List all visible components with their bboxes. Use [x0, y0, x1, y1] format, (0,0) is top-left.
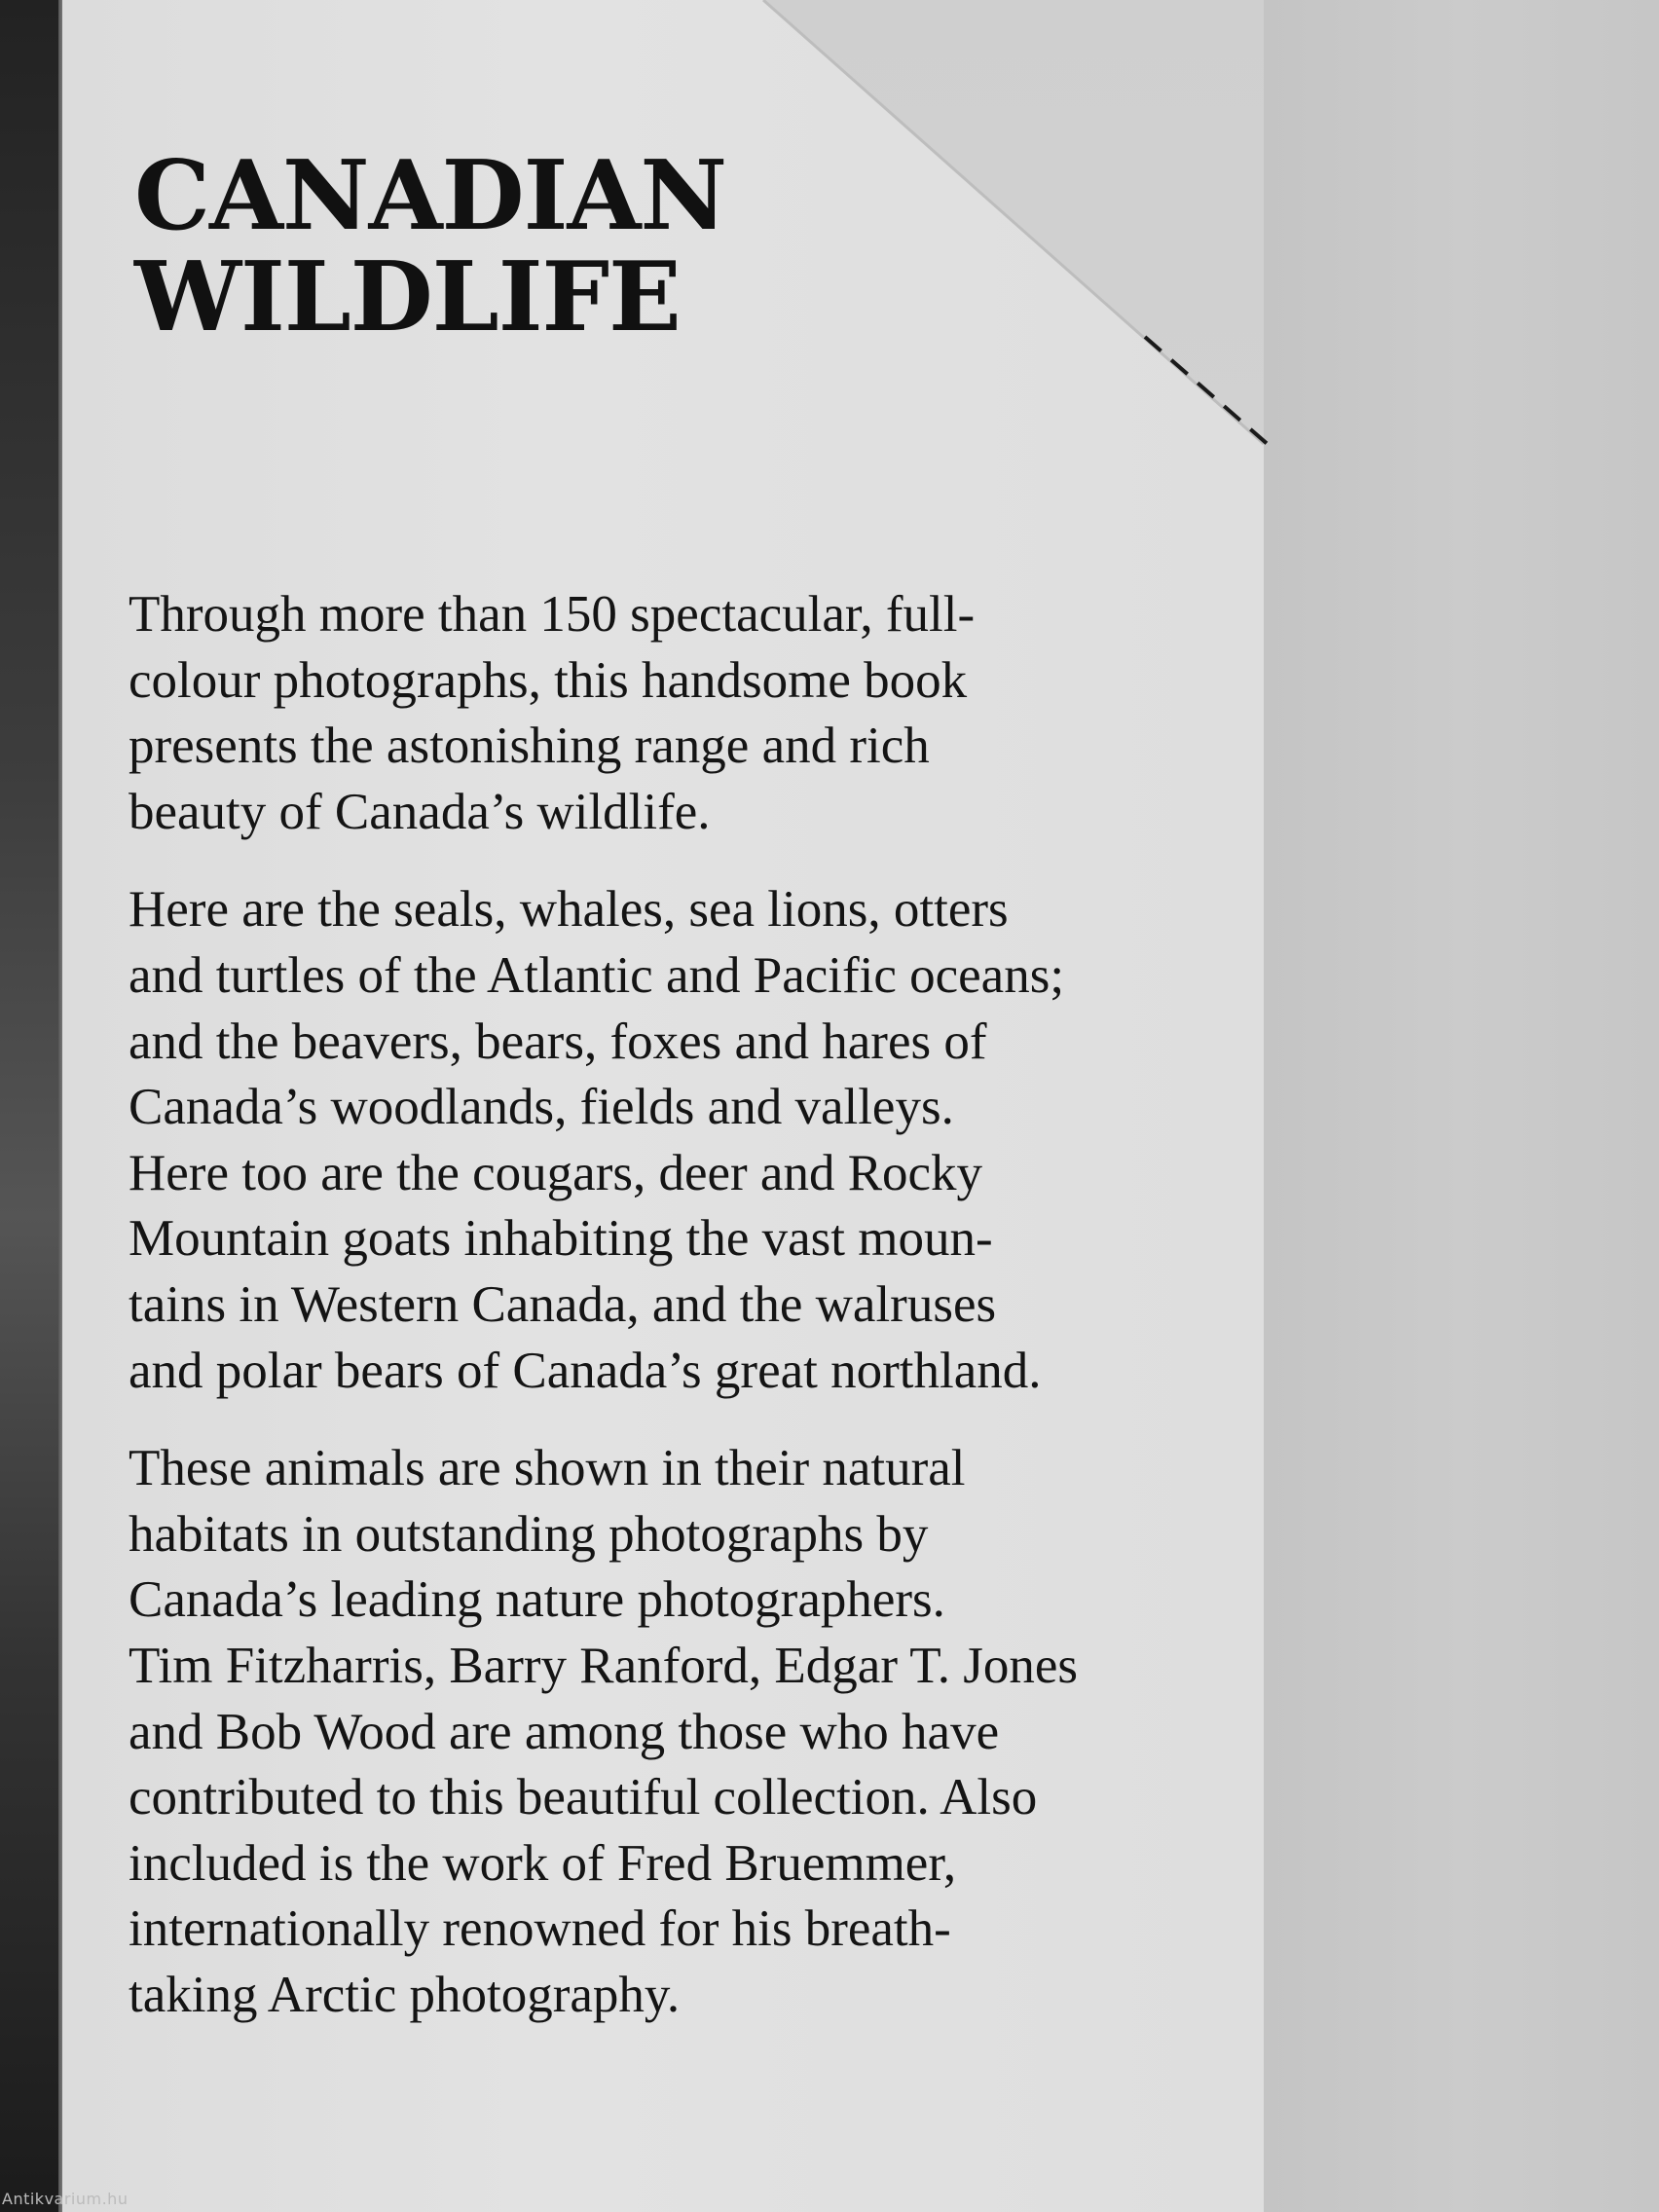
book-title [134, 140, 727, 353]
text-line: Here are the seals, whales, sea lions, otters [129, 881, 1009, 939]
text-line: These animals are shown in their natural [129, 1440, 966, 1497]
text-line: contributed to this beautiful collection. Also [129, 1769, 1038, 1826]
watermark-text: Antikvarium.hu [2, 2190, 129, 2208]
paragraph-1 [129, 582, 1238, 845]
text-line: Canada’s woodlands, fields and valleys. [129, 1079, 954, 1136]
text-line: habitats in outstanding photographs by [129, 1505, 929, 1563]
title-line-1: CANADIAN [134, 140, 727, 252]
text-line: and Bob Wood are among those who have [129, 1703, 1000, 1760]
text-line: tains in Western Canada, and the walruses [129, 1275, 997, 1333]
text-line: taking Arctic photography. [129, 1966, 681, 2023]
text-line: and the beavers, bears, foxes and hares of [129, 1013, 987, 1070]
text-line: internationally renowned for his breath- [129, 1900, 951, 1958]
text-line: beauty of Canada’s wildlife. [129, 783, 711, 840]
text-line: presents the astonishing range and rich [129, 718, 930, 775]
paragraph-3 [129, 1436, 1238, 2028]
title-line-2: WILDLIFE [134, 241, 681, 353]
text-line: Mountain goats inhabiting the vast moun- [129, 1210, 993, 1268]
text-line: Canada’s leading nature photographers. [129, 1571, 945, 1629]
text-line: and polar bears of Canada’s great northland. [129, 1342, 1042, 1399]
text-line: Tim Fitzharris, Barry Ranford, Edgar T. Jones [129, 1637, 1078, 1694]
text-line: colour photographs, this handsome book [129, 651, 968, 709]
fold-edge-line [763, 0, 1264, 444]
text-line: Here too are the cougars, deer and Rocky [129, 1144, 983, 1201]
paragraph-2 [129, 877, 1238, 1404]
blurb-text [129, 582, 1238, 2060]
text-line: and turtles of the Atlantic and Pacific oceans; [129, 946, 1065, 1004]
text-line: included is the work of Fred Bruemmer, [129, 1834, 957, 1892]
text-line: Through more than 150 spectacular, full- [129, 586, 976, 643]
